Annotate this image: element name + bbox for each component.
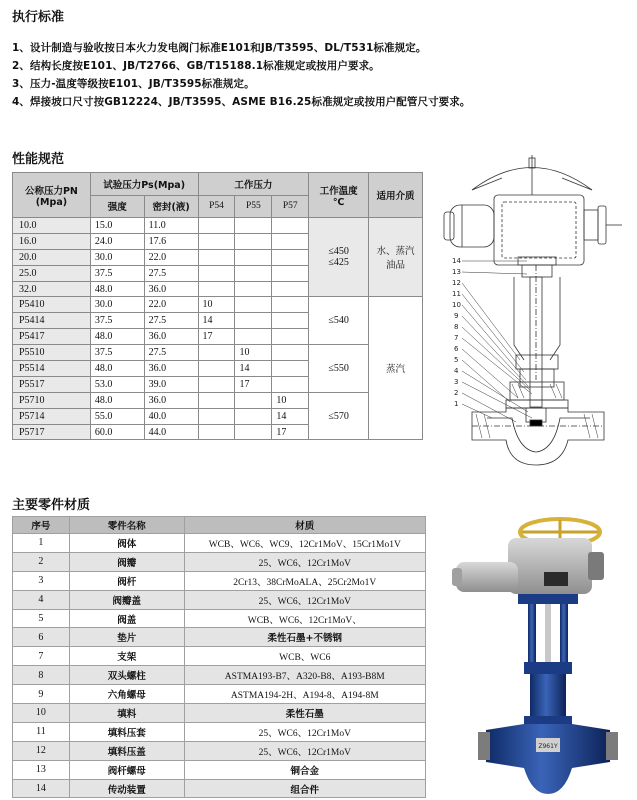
p55-cell: 10 xyxy=(235,345,272,361)
table-row xyxy=(13,760,426,779)
seal-cell: 44.0 xyxy=(144,424,198,440)
p55-cell xyxy=(235,218,272,234)
p57-cell: 10 xyxy=(272,392,309,408)
callout-label: 7 xyxy=(454,334,459,342)
seal-cell: 17.6 xyxy=(144,233,198,249)
p55-cell xyxy=(235,249,272,265)
medium-header: 适用介质 xyxy=(369,173,423,218)
strength-cell: 24.0 xyxy=(90,233,144,249)
callout-label: 3 xyxy=(454,378,459,386)
materials-table xyxy=(12,516,426,798)
callout-label: 8 xyxy=(454,323,459,331)
table-row xyxy=(13,534,426,553)
table-row xyxy=(13,685,426,704)
table-row xyxy=(13,741,426,760)
p57-cell xyxy=(272,361,309,377)
strength-cell: 55.0 xyxy=(90,408,144,424)
strength-cell: 15.0 xyxy=(90,218,144,234)
material-cell: 25、WC6、12Cr1MoV xyxy=(184,552,425,571)
p57-cell xyxy=(272,233,309,249)
part-cell: 支架 xyxy=(69,647,184,666)
seal-header: 密封(液) xyxy=(144,195,198,218)
p55-cell xyxy=(235,233,272,249)
part-cell: 阀瓣盖 xyxy=(69,590,184,609)
callout-label: 1 xyxy=(454,400,459,408)
standard-item-4: 4、焊接坡口尺寸按GB12224、JB/T3595、ASME B16.25标准规定或按用户配管尺寸要求。 xyxy=(12,96,471,108)
no-cell: 10 xyxy=(13,704,70,723)
pn-cell: 25.0 xyxy=(13,265,91,281)
table-row xyxy=(13,571,426,590)
p57-header: P57 xyxy=(272,195,309,218)
performance-title: 性能规范 xyxy=(12,152,65,167)
p55-cell xyxy=(235,392,272,408)
strength-cell: 30.0 xyxy=(90,249,144,265)
p55-cell xyxy=(235,313,272,329)
material-cell: 柔性石墨 xyxy=(184,704,425,723)
seal-cell: 27.5 xyxy=(144,265,198,281)
callout-label: 4 xyxy=(454,367,459,375)
table-row xyxy=(13,590,426,609)
seal-cell: 27.5 xyxy=(144,345,198,361)
standard-item-3: 3、压力-温度等级按E101、JB/T3595标准规定。 xyxy=(12,78,255,90)
work-pressure-header: 工作压力 xyxy=(198,173,309,196)
strength-cell: 60.0 xyxy=(90,424,144,440)
p54-cell xyxy=(198,265,235,281)
p55-cell xyxy=(235,297,272,313)
no-cell: 5 xyxy=(13,609,70,628)
material-cell: ASTMA193-B7、A320-B8、A193-B8M xyxy=(184,666,425,685)
pn-cell: 16.0 xyxy=(13,233,91,249)
p54-cell: 10 xyxy=(198,297,235,313)
pn-cell: P5517 xyxy=(13,376,91,392)
p55-cell xyxy=(235,281,272,297)
standard-item-2: 2、结构长度按E101、JB/T2766、GB/T15188.1标准规定或按用户要求。 xyxy=(12,60,380,72)
seal-cell: 27.5 xyxy=(144,313,198,329)
p57-cell xyxy=(272,345,309,361)
temp-cell-p57: ≤570 xyxy=(309,392,369,440)
table-row xyxy=(13,779,426,798)
p54-cell xyxy=(198,281,235,297)
table-row xyxy=(13,666,426,685)
p57-cell xyxy=(272,376,309,392)
callout-label: 9 xyxy=(454,312,459,320)
valve-cross-section-drawing xyxy=(432,150,632,468)
callout-label: 11 xyxy=(452,290,461,298)
material-cell: 组合件 xyxy=(184,779,425,798)
p57-cell xyxy=(272,218,309,234)
seal-cell: 36.0 xyxy=(144,361,198,377)
p55-cell xyxy=(235,265,272,281)
strength-cell: 48.0 xyxy=(90,281,144,297)
part-cell: 填料压套 xyxy=(69,722,184,741)
standard-item-1: 1、设计制造与验收按日本火力发电阀门标准E101和JB/T3595、DL/T531标准规定。 xyxy=(12,42,427,54)
material-cell: 25、WC6、12Cr1MoV xyxy=(184,722,425,741)
p54-cell xyxy=(198,249,235,265)
work-temp-header: 工作温度 ℃ xyxy=(309,173,369,218)
no-cell: 12 xyxy=(13,741,70,760)
table-row xyxy=(13,218,423,234)
strength-cell: 37.5 xyxy=(90,345,144,361)
table-row xyxy=(13,297,423,313)
strength-cell: 48.0 xyxy=(90,361,144,377)
valve-product-photo xyxy=(448,512,628,796)
p54-cell xyxy=(198,361,235,377)
material-cell: 25、WC6、12Cr1MoV xyxy=(184,741,425,760)
part-cell: 传动装置 xyxy=(69,779,184,798)
p57-cell xyxy=(272,329,309,345)
strength-cell: 37.5 xyxy=(90,265,144,281)
p57-cell xyxy=(272,265,309,281)
p54-cell xyxy=(198,392,235,408)
no-cell: 13 xyxy=(13,760,70,779)
pn-cell: P5514 xyxy=(13,361,91,377)
p54-cell xyxy=(198,424,235,440)
material-cell: ASTMA194-2H、A194-8、A194-8M xyxy=(184,685,425,704)
p54-cell xyxy=(198,233,235,249)
table-row xyxy=(13,552,426,571)
medium-cell-group2: 蒸汽 xyxy=(369,297,423,440)
strength-cell: 48.0 xyxy=(90,329,144,345)
table-row xyxy=(13,647,426,666)
part-cell: 阀杆 xyxy=(69,571,184,590)
p54-header: P54 xyxy=(198,195,235,218)
table-row xyxy=(13,392,423,408)
material-cell: 铜合金 xyxy=(184,760,425,779)
p55-header: P55 xyxy=(235,195,272,218)
p57-cell xyxy=(272,313,309,329)
material-cell: 25、WC6、12Cr1MoV xyxy=(184,590,425,609)
standards-title: 执行标准 xyxy=(12,10,65,25)
seal-cell: 22.0 xyxy=(144,249,198,265)
pn-cell: 20.0 xyxy=(13,249,91,265)
no-cell: 7 xyxy=(13,647,70,666)
part-cell: 阀体 xyxy=(69,534,184,553)
callout-label: 5 xyxy=(454,356,459,364)
medium-cell-group1: 水、蒸汽 油品 xyxy=(369,218,423,297)
p55-cell xyxy=(235,424,272,440)
pn-header: 公称压力PN (Mpa) xyxy=(13,173,91,218)
pn-cell: P5717 xyxy=(13,424,91,440)
part-cell: 双头螺柱 xyxy=(69,666,184,685)
p54-cell xyxy=(198,218,235,234)
table-row xyxy=(13,722,426,741)
p55-cell: 17 xyxy=(235,376,272,392)
strength-cell: 37.5 xyxy=(90,313,144,329)
no-cell: 14 xyxy=(13,779,70,798)
pn-cell: 10.0 xyxy=(13,218,91,234)
callout-label: 14 xyxy=(452,257,461,265)
p54-cell: 17 xyxy=(198,329,235,345)
p57-cell xyxy=(272,297,309,313)
part-cell: 阀瓣 xyxy=(69,552,184,571)
test-pressure-header: 试验压力Ps(Mpa) xyxy=(90,173,198,196)
materials-title: 主要零件材质 xyxy=(12,498,91,513)
callout-label: 2 xyxy=(454,389,459,397)
pn-cell: 32.0 xyxy=(13,281,91,297)
p54-cell: 14 xyxy=(198,313,235,329)
no-cell: 3 xyxy=(13,571,70,590)
callout-label: 12 xyxy=(452,279,461,287)
part-cell: 垫片 xyxy=(69,628,184,647)
p57-cell: 17 xyxy=(272,424,309,440)
table-row xyxy=(13,704,426,723)
pn-cell: P5414 xyxy=(13,313,91,329)
seal-cell: 22.0 xyxy=(144,297,198,313)
seal-cell: 36.0 xyxy=(144,329,198,345)
no-cell: 9 xyxy=(13,685,70,704)
pn-cell: P5417 xyxy=(13,329,91,345)
part-cell: 填料 xyxy=(69,704,184,723)
temp-cell-p54: ≤540 xyxy=(309,297,369,345)
performance-table xyxy=(12,172,423,440)
callout-label: 6 xyxy=(454,345,459,353)
part-cell: 阀盖 xyxy=(69,609,184,628)
callout-label: 10 xyxy=(452,301,461,309)
material-cell: WCB、WC6、WC9、12Cr1MoV、15Cr1Mo1V xyxy=(184,534,425,553)
p55-cell: 14 xyxy=(235,361,272,377)
p55-cell xyxy=(235,408,272,424)
no-header: 序号 xyxy=(13,517,70,534)
pn-cell: P5510 xyxy=(13,345,91,361)
p55-cell xyxy=(235,329,272,345)
no-cell: 4 xyxy=(13,590,70,609)
no-cell: 8 xyxy=(13,666,70,685)
material-cell: WCB、WC6、12Cr1MoV、 xyxy=(184,609,425,628)
material-cell: WCB、WC6 xyxy=(184,647,425,666)
seal-cell: 39.0 xyxy=(144,376,198,392)
callout-label: 13 xyxy=(452,268,461,276)
table-row xyxy=(13,609,426,628)
p57-cell xyxy=(272,281,309,297)
p57-cell xyxy=(272,249,309,265)
material-header: 材质 xyxy=(184,517,425,534)
strength-cell: 53.0 xyxy=(90,376,144,392)
temp-cell-group1: ≤450 ≤425 xyxy=(309,218,369,297)
temp-cell-p55: ≤550 xyxy=(309,345,369,393)
no-cell: 1 xyxy=(13,534,70,553)
part-cell: 六角螺母 xyxy=(69,685,184,704)
table-row xyxy=(13,628,426,647)
p54-cell xyxy=(198,345,235,361)
no-cell: 11 xyxy=(13,722,70,741)
p54-cell xyxy=(198,408,235,424)
pn-cell: P5714 xyxy=(13,408,91,424)
nameplate-text: Z961Y xyxy=(538,743,558,750)
no-cell: 2 xyxy=(13,552,70,571)
pn-cell: P5710 xyxy=(13,392,91,408)
part-cell: 阀杆螺母 xyxy=(69,760,184,779)
strength-header: 强度 xyxy=(90,195,144,218)
strength-cell: 30.0 xyxy=(90,297,144,313)
table-row xyxy=(13,345,423,361)
pn-cell: P5410 xyxy=(13,297,91,313)
seal-cell: 36.0 xyxy=(144,281,198,297)
part-header: 零件名称 xyxy=(69,517,184,534)
material-cell: 柔性石墨+不锈钢 xyxy=(184,628,425,647)
p54-cell xyxy=(198,376,235,392)
seal-cell: 36.0 xyxy=(144,392,198,408)
seal-cell: 11.0 xyxy=(144,218,198,234)
seal-cell: 40.0 xyxy=(144,408,198,424)
material-cell: 2Cr13、38CrMoALA、25Cr2Mo1V xyxy=(184,571,425,590)
no-cell: 6 xyxy=(13,628,70,647)
part-cell: 填料压盖 xyxy=(69,741,184,760)
p57-cell: 14 xyxy=(272,408,309,424)
strength-cell: 48.0 xyxy=(90,392,144,408)
